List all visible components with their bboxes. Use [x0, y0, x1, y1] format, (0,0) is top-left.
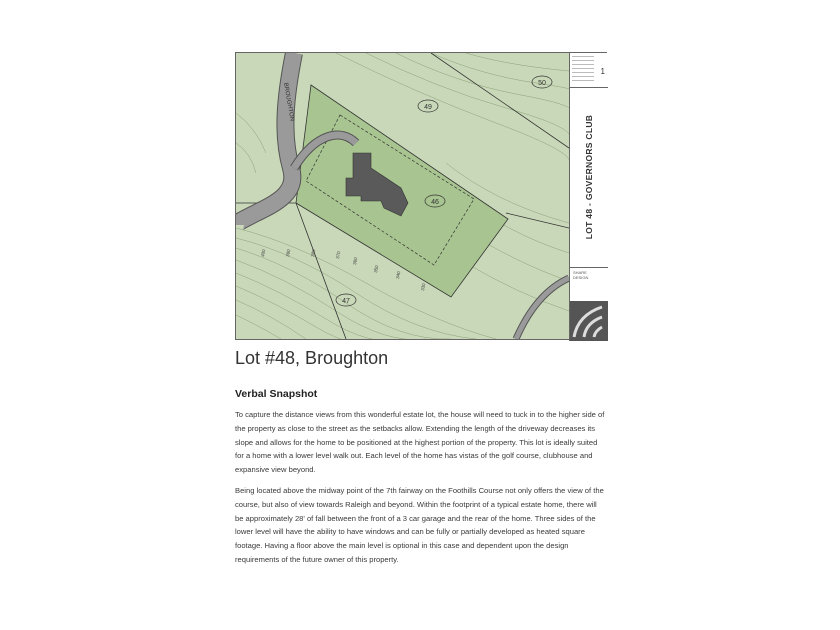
brand-logo — [570, 301, 608, 341]
title-block-brand — [570, 267, 608, 302]
contour-label: 360 — [352, 256, 359, 266]
paragraph-1: To capture the distance views from this wonderful estate lot, the house will need to tuck in to the higher side of the property as close to the street as the setbacks allow. Extending the length of the driveway decreases its slope and allows for the home to be positioned at the highest portion of the property. This lot is ideally suited for a home with a lower level walk out. Each level of the home has vistas of the golf course, clubhouse and expansive view beyond. — [235, 410, 605, 475]
contour-label: 340 — [395, 270, 402, 280]
lot-label-50: 50 — [538, 80, 546, 87]
contour-label: 390 — [285, 248, 292, 258]
site-plan-drawing — [236, 53, 569, 339]
lot-label-47: 47 — [342, 298, 350, 305]
site-plan — [235, 52, 607, 340]
contour-label: 380 — [310, 248, 317, 258]
street-label: BROUGHTON — [282, 82, 295, 122]
paragraph-2: Being located above the midway point of the 7th fairway on the Foothills Course not only offers the view of the course, but also of view towards Raleigh and beyond. Within the footprint of a typical estate home, there will be approximately 28' of fall between the front of a 3 car garage and the rear of the home. Three sides of the lower level will have the ability to have windows and can be fully or partially developed as heated square footage. Having a floor above the main level is optional in this case and dependent upon the design requirements of the future owner of this property. — [235, 486, 604, 564]
lot-label-46: 46 — [431, 199, 439, 206]
lot-label-49: 49 — [424, 104, 432, 111]
contour-label: 400 — [260, 248, 267, 258]
section-heading: Verbal Snapshot — [235, 388, 318, 400]
title-block-header — [570, 53, 608, 88]
contour-label: 370 — [335, 250, 342, 260]
title-block-fine-print — [572, 56, 594, 84]
page-title: Lot #48, Broughton — [235, 348, 389, 368]
sheet-number: 1 — [600, 67, 605, 76]
brand-text: SHARE DESIGN — [573, 270, 589, 280]
title-block-main — [570, 87, 608, 268]
contour-label: 350 — [373, 264, 380, 274]
contour-label: 330 — [420, 282, 427, 292]
logo-mark-icon — [570, 301, 608, 341]
sheet-title: LOT 48 - GOVERNORS CLUB — [584, 114, 594, 240]
title-block — [569, 53, 608, 341]
